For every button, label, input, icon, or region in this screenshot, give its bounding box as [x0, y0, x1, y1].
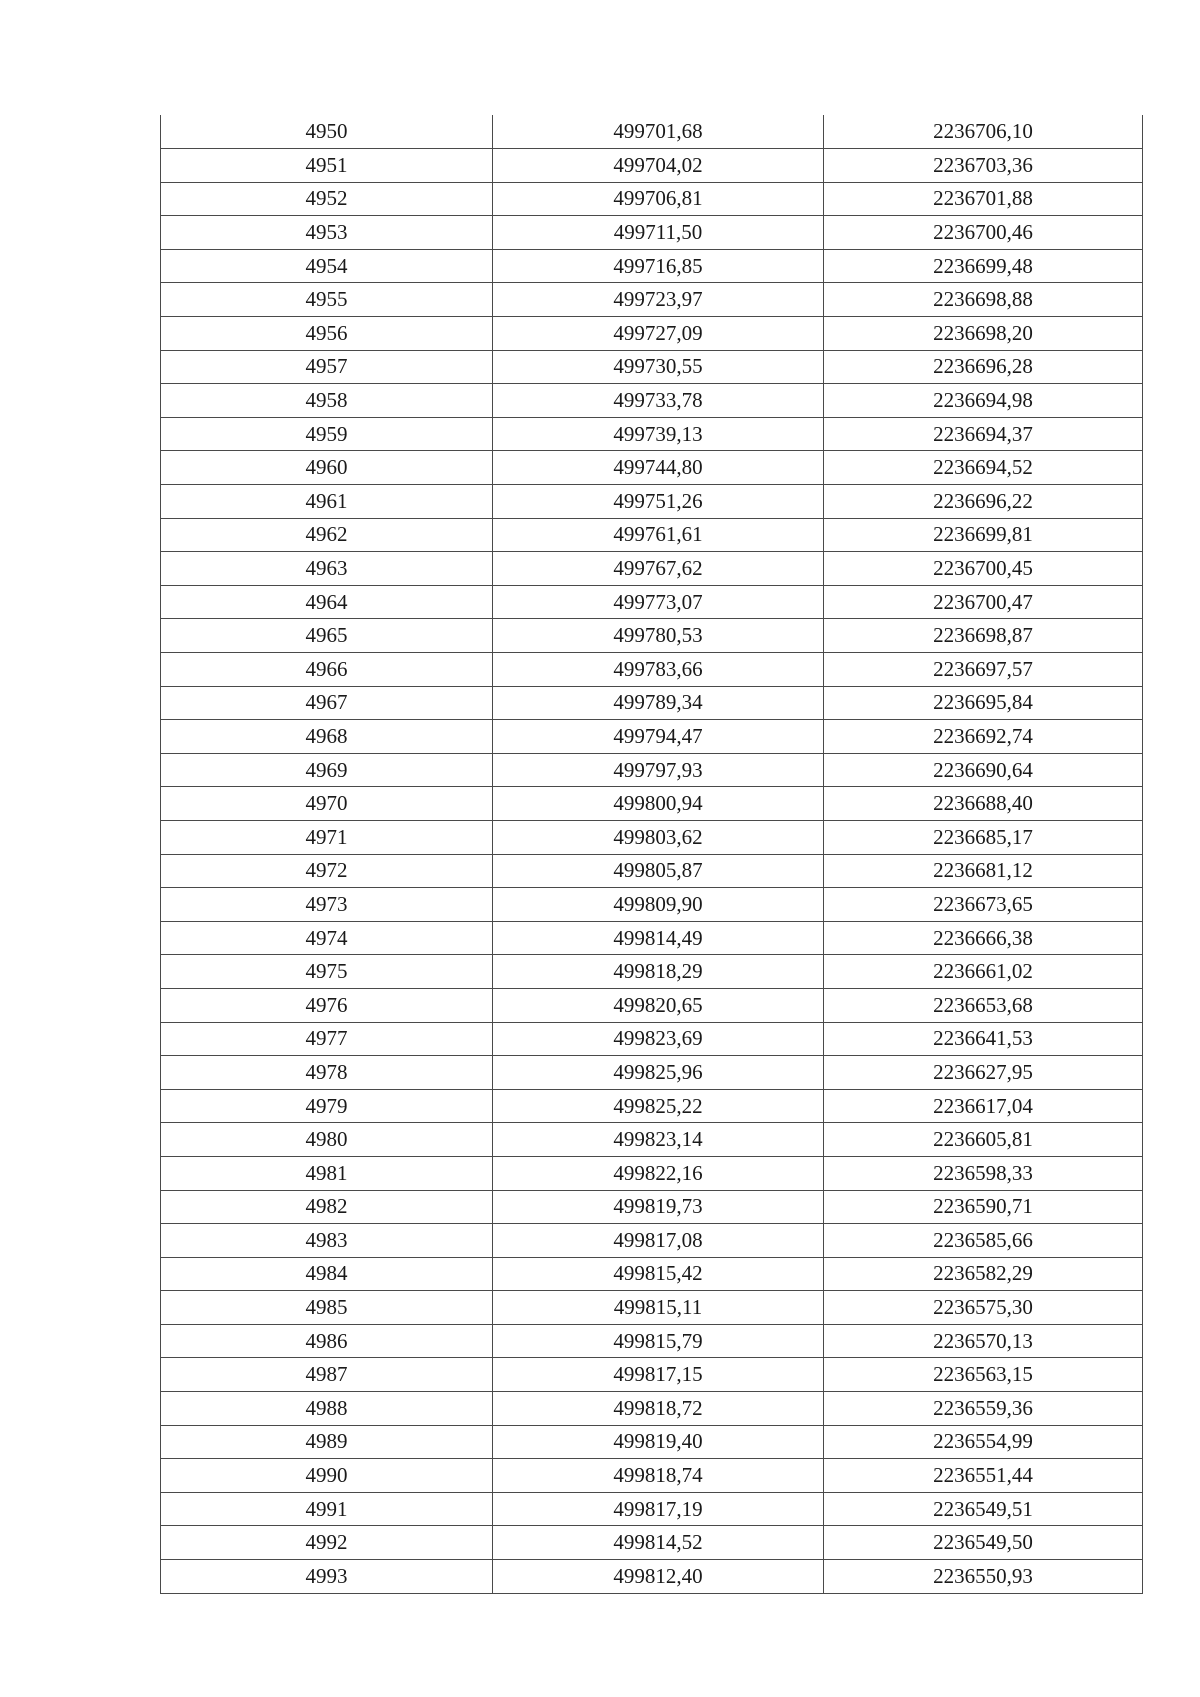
x-coordinate-cell: 499815,11 [493, 1291, 824, 1325]
point-number-cell: 4979 [161, 1089, 493, 1123]
x-coordinate-cell: 499820,65 [493, 988, 824, 1022]
y-coordinate-cell: 2236694,37 [824, 417, 1143, 451]
y-coordinate-cell: 2236605,81 [824, 1123, 1143, 1157]
y-coordinate-cell: 2236699,48 [824, 249, 1143, 283]
point-number-cell: 4993 [161, 1560, 493, 1594]
table-row [161, 1392, 1143, 1426]
y-coordinate-cell: 2236694,98 [824, 384, 1143, 418]
x-coordinate-cell: 499814,52 [493, 1526, 824, 1560]
table-row [161, 1358, 1143, 1392]
y-coordinate-cell: 2236690,64 [824, 753, 1143, 787]
x-coordinate-cell: 499819,73 [493, 1190, 824, 1224]
y-coordinate-cell: 2236550,93 [824, 1560, 1143, 1594]
x-coordinate-cell: 499825,22 [493, 1089, 824, 1123]
x-coordinate-cell: 499822,16 [493, 1156, 824, 1190]
table-row [161, 1324, 1143, 1358]
x-coordinate-cell: 499803,62 [493, 820, 824, 854]
y-coordinate-cell: 2236706,10 [824, 115, 1143, 149]
x-coordinate-cell: 499815,79 [493, 1324, 824, 1358]
point-number-cell: 4968 [161, 720, 493, 754]
point-number-cell: 4959 [161, 417, 493, 451]
y-coordinate-cell: 2236549,50 [824, 1526, 1143, 1560]
x-coordinate-cell: 499773,07 [493, 585, 824, 619]
table-row [161, 753, 1143, 787]
point-number-cell: 4992 [161, 1526, 493, 1560]
point-number-cell: 4987 [161, 1358, 493, 1392]
x-coordinate-cell: 499817,19 [493, 1492, 824, 1526]
y-coordinate-cell: 2236695,84 [824, 686, 1143, 720]
x-coordinate-cell: 499733,78 [493, 384, 824, 418]
x-coordinate-cell: 499730,55 [493, 350, 824, 384]
y-coordinate-cell: 2236698,88 [824, 283, 1143, 317]
x-coordinate-cell: 499767,62 [493, 552, 824, 586]
point-number-cell: 4964 [161, 585, 493, 619]
x-coordinate-cell: 499819,40 [493, 1425, 824, 1459]
point-number-cell: 4978 [161, 1056, 493, 1090]
table-row [161, 1459, 1143, 1493]
y-coordinate-cell: 2236627,95 [824, 1056, 1143, 1090]
y-coordinate-cell: 2236661,02 [824, 955, 1143, 989]
x-coordinate-cell: 499706,81 [493, 182, 824, 216]
point-number-cell: 4956 [161, 317, 493, 351]
table-row [161, 1190, 1143, 1224]
point-number-cell: 4973 [161, 888, 493, 922]
point-number-cell: 4981 [161, 1156, 493, 1190]
point-number-cell: 4975 [161, 955, 493, 989]
table-row [161, 249, 1143, 283]
table-row [161, 1056, 1143, 1090]
x-coordinate-cell: 499817,15 [493, 1358, 824, 1392]
point-number-cell: 4969 [161, 753, 493, 787]
x-coordinate-cell: 499797,93 [493, 753, 824, 787]
table-row [161, 182, 1143, 216]
table-row [161, 619, 1143, 653]
y-coordinate-cell: 2236653,68 [824, 988, 1143, 1022]
table-row [161, 820, 1143, 854]
y-coordinate-cell: 2236559,36 [824, 1392, 1143, 1426]
y-coordinate-cell: 2236699,81 [824, 518, 1143, 552]
table-row [161, 921, 1143, 955]
x-coordinate-cell: 499761,61 [493, 518, 824, 552]
point-number-cell: 4950 [161, 115, 493, 149]
x-coordinate-cell: 499783,66 [493, 653, 824, 687]
point-number-cell: 4980 [161, 1123, 493, 1157]
point-number-cell: 4984 [161, 1257, 493, 1291]
x-coordinate-cell: 499711,50 [493, 216, 824, 250]
table-row [161, 350, 1143, 384]
x-coordinate-cell: 499812,40 [493, 1560, 824, 1594]
y-coordinate-cell: 2236697,57 [824, 653, 1143, 687]
point-number-cell: 4967 [161, 686, 493, 720]
y-coordinate-cell: 2236703,36 [824, 149, 1143, 183]
table-row [161, 686, 1143, 720]
x-coordinate-cell: 499727,09 [493, 317, 824, 351]
x-coordinate-cell: 499825,96 [493, 1056, 824, 1090]
y-coordinate-cell: 2236590,71 [824, 1190, 1143, 1224]
y-coordinate-cell: 2236641,53 [824, 1022, 1143, 1056]
point-number-cell: 4991 [161, 1492, 493, 1526]
y-coordinate-cell: 2236701,88 [824, 182, 1143, 216]
point-number-cell: 4955 [161, 283, 493, 317]
y-coordinate-cell: 2236688,40 [824, 787, 1143, 821]
table-row [161, 485, 1143, 519]
x-coordinate-cell: 499780,53 [493, 619, 824, 653]
point-number-cell: 4958 [161, 384, 493, 418]
y-coordinate-cell: 2236563,15 [824, 1358, 1143, 1392]
point-number-cell: 4951 [161, 149, 493, 183]
point-number-cell: 4982 [161, 1190, 493, 1224]
y-coordinate-cell: 2236598,33 [824, 1156, 1143, 1190]
x-coordinate-cell: 499814,49 [493, 921, 824, 955]
point-number-cell: 4976 [161, 988, 493, 1022]
y-coordinate-cell: 2236666,38 [824, 921, 1143, 955]
table-row [161, 518, 1143, 552]
coordinates-table-body [161, 115, 1143, 1593]
y-coordinate-cell: 2236554,99 [824, 1425, 1143, 1459]
table-row [161, 552, 1143, 586]
coordinates-table [160, 115, 1143, 1594]
x-coordinate-cell: 499744,80 [493, 451, 824, 485]
x-coordinate-cell: 499739,13 [493, 417, 824, 451]
table-row [161, 585, 1143, 619]
point-number-cell: 4977 [161, 1022, 493, 1056]
point-number-cell: 4962 [161, 518, 493, 552]
x-coordinate-cell: 499794,47 [493, 720, 824, 754]
x-coordinate-cell: 499818,74 [493, 1459, 824, 1493]
table-row [161, 955, 1143, 989]
y-coordinate-cell: 2236700,46 [824, 216, 1143, 250]
y-coordinate-cell: 2236698,87 [824, 619, 1143, 653]
x-coordinate-cell: 499809,90 [493, 888, 824, 922]
point-number-cell: 4971 [161, 820, 493, 854]
point-number-cell: 4972 [161, 854, 493, 888]
x-coordinate-cell: 499817,08 [493, 1224, 824, 1258]
point-number-cell: 4965 [161, 619, 493, 653]
x-coordinate-cell: 499823,69 [493, 1022, 824, 1056]
table-row [161, 787, 1143, 821]
table-row [161, 417, 1143, 451]
y-coordinate-cell: 2236549,51 [824, 1492, 1143, 1526]
x-coordinate-cell: 499751,26 [493, 485, 824, 519]
x-coordinate-cell: 499716,85 [493, 249, 824, 283]
table-row [161, 888, 1143, 922]
point-number-cell: 4974 [161, 921, 493, 955]
table-row [161, 1022, 1143, 1056]
point-number-cell: 4970 [161, 787, 493, 821]
x-coordinate-cell: 499704,02 [493, 149, 824, 183]
point-number-cell: 4985 [161, 1291, 493, 1325]
y-coordinate-cell: 2236700,45 [824, 552, 1143, 586]
table-row [161, 1492, 1143, 1526]
x-coordinate-cell: 499800,94 [493, 787, 824, 821]
table-row [161, 283, 1143, 317]
x-coordinate-cell: 499701,68 [493, 115, 824, 149]
point-number-cell: 4957 [161, 350, 493, 384]
table-row [161, 1089, 1143, 1123]
table-row [161, 720, 1143, 754]
table-row [161, 1291, 1143, 1325]
point-number-cell: 4989 [161, 1425, 493, 1459]
y-coordinate-cell: 2236673,65 [824, 888, 1143, 922]
table-row [161, 149, 1143, 183]
table-row [161, 988, 1143, 1022]
point-number-cell: 4960 [161, 451, 493, 485]
table-row [161, 115, 1143, 149]
table-row [161, 1560, 1143, 1594]
table-row [161, 451, 1143, 485]
y-coordinate-cell: 2236617,04 [824, 1089, 1143, 1123]
table-row [161, 653, 1143, 687]
x-coordinate-cell: 499805,87 [493, 854, 824, 888]
point-number-cell: 4963 [161, 552, 493, 586]
point-number-cell: 4988 [161, 1392, 493, 1426]
y-coordinate-cell: 2236700,47 [824, 585, 1143, 619]
x-coordinate-cell: 499789,34 [493, 686, 824, 720]
table-row [161, 1123, 1143, 1157]
x-coordinate-cell: 499818,72 [493, 1392, 824, 1426]
x-coordinate-cell: 499815,42 [493, 1257, 824, 1291]
y-coordinate-cell: 2236582,29 [824, 1257, 1143, 1291]
table-row [161, 317, 1143, 351]
table-row [161, 854, 1143, 888]
x-coordinate-cell: 499823,14 [493, 1123, 824, 1157]
point-number-cell: 4983 [161, 1224, 493, 1258]
y-coordinate-cell: 2236551,44 [824, 1459, 1143, 1493]
table-row [161, 1156, 1143, 1190]
point-number-cell: 4954 [161, 249, 493, 283]
table-row [161, 384, 1143, 418]
point-number-cell: 4990 [161, 1459, 493, 1493]
y-coordinate-cell: 2236694,52 [824, 451, 1143, 485]
point-number-cell: 4961 [161, 485, 493, 519]
y-coordinate-cell: 2236696,22 [824, 485, 1143, 519]
point-number-cell: 4966 [161, 653, 493, 687]
y-coordinate-cell: 2236692,74 [824, 720, 1143, 754]
point-number-cell: 4986 [161, 1324, 493, 1358]
y-coordinate-cell: 2236696,28 [824, 350, 1143, 384]
table-row [161, 1526, 1143, 1560]
x-coordinate-cell: 499723,97 [493, 283, 824, 317]
table-row [161, 1425, 1143, 1459]
point-number-cell: 4952 [161, 182, 493, 216]
y-coordinate-cell: 2236681,12 [824, 854, 1143, 888]
y-coordinate-cell: 2236685,17 [824, 820, 1143, 854]
table-row [161, 1257, 1143, 1291]
x-coordinate-cell: 499818,29 [493, 955, 824, 989]
table-row [161, 1224, 1143, 1258]
table-row [161, 216, 1143, 250]
y-coordinate-cell: 2236570,13 [824, 1324, 1143, 1358]
point-number-cell: 4953 [161, 216, 493, 250]
y-coordinate-cell: 2236575,30 [824, 1291, 1143, 1325]
y-coordinate-cell: 2236585,66 [824, 1224, 1143, 1258]
y-coordinate-cell: 2236698,20 [824, 317, 1143, 351]
